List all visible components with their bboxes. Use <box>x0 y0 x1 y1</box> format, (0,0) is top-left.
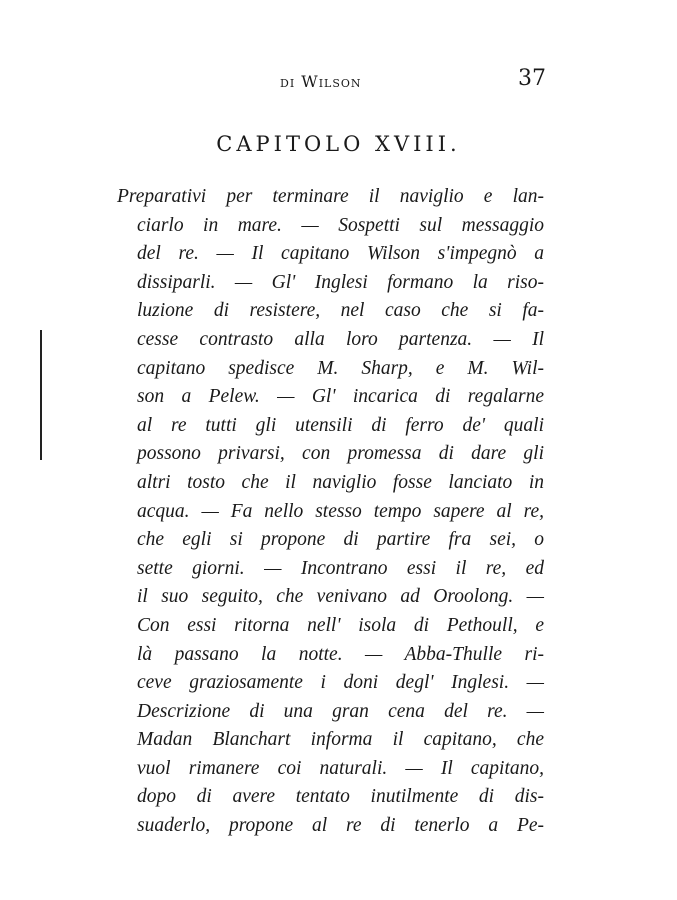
summary-line: capitano spedisce M. Sharp, e M. Wil- <box>137 357 544 379</box>
summary-line: sette giorni. — Incontrano essi il re, ed <box>137 557 544 579</box>
summary-line: Descrizione di una gran cena del re. — <box>137 700 544 722</box>
summary-line: là passano la notte. — Abba-Thulle ri- <box>137 643 544 665</box>
running-head: di Wilson <box>280 72 362 91</box>
summary-line: che egli si propone di partire fra sei, o <box>137 529 544 551</box>
chapter-title: CAPITOLO XVIII. <box>216 132 461 156</box>
summary-line: altri tosto che il naviglio fosse lanciato in <box>137 471 544 493</box>
page-number: 37 <box>518 66 546 91</box>
summary-line: dopo di avere tentato inutilmente di dis- <box>137 786 544 808</box>
summary-line: son a Pelew. — Gl' incarica di regalarne <box>137 386 544 408</box>
summary-line: Preparativi per terminare il naviglio e lan- <box>117 186 544 207</box>
summary-line: vuol rimanere coi naturali. — Il capitano, <box>137 757 544 779</box>
summary-line: Con essi ritorna nell' isola di Pethoull, e <box>137 614 544 636</box>
summary-line: ciarlo in mare. — Sospetti sul messaggio <box>137 214 544 236</box>
summary-line: possono privarsi, con promessa di dare gli <box>137 443 544 465</box>
summary-line: cesse contrasto alla loro partenza. — Il <box>137 328 544 350</box>
summary-line: suaderlo, propone al re di tenerlo a Pe- <box>137 815 544 837</box>
summary-line: il suo seguito, che venivano ad Oroolong. — <box>137 586 544 608</box>
summary-line: dissiparli. — Gl' Inglesi formano la riso- <box>137 271 544 293</box>
summary-line: al re tutti gli utensili di ferro de' quali <box>137 414 544 436</box>
chapter-summary <box>117 183 544 841</box>
summary-line: Madan Blanchart informa il capitano, che <box>137 729 544 751</box>
summary-line: ceve graziosamente i doni degl' Inglesi. — <box>137 672 544 694</box>
margin-pencil-mark <box>40 330 42 460</box>
summary-line: del re. — Il capitano Wilson s'impegnò a <box>137 243 544 265</box>
summary-line: luzione di resistere, nel caso che si fa- <box>137 300 544 322</box>
summary-line: acqua. — Fa nello stesso tempo sapere al re, <box>137 500 544 522</box>
